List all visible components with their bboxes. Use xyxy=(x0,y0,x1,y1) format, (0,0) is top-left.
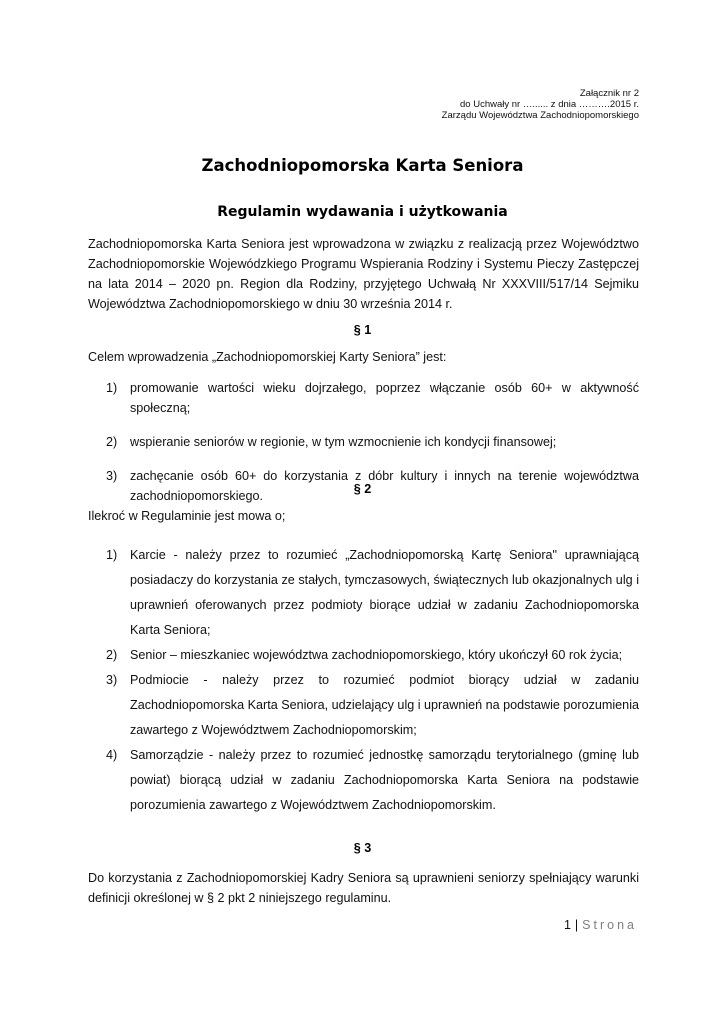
section-3-heading: § 3 xyxy=(353,841,372,855)
page-footer xyxy=(564,918,637,932)
list-item xyxy=(106,743,639,818)
list-item xyxy=(106,378,639,418)
list-item-text: wspieranie seniorów w regionie, w tym wzmocnienie ich kondycji finansowej; xyxy=(130,435,557,449)
section-1-list xyxy=(106,378,639,520)
list-item-text: zachęcanie osób 60+ do korzystania z dóbr kultury i innych na terenie województwa zachodniopomorskiego. xyxy=(130,469,639,503)
list-item-number: 1) xyxy=(106,381,118,395)
list-item xyxy=(106,432,639,452)
section-3-paragraph: Do korzystania z Zachodniopomorskiej Kadry Seniora są uprawnieni seniorzy spełniający warunki definicji określonej w § 2 pkt 2 niniejszego regulaminu. xyxy=(88,871,639,905)
list-item-number: 2) xyxy=(106,435,118,449)
list-item-text: promowanie wartości wieku dojrzałego, poprzez włączanie osób 60+ w aktywność społeczną; xyxy=(130,381,639,415)
list-item-number: 1) xyxy=(106,548,118,562)
list-item xyxy=(106,543,639,643)
list-item-text: Karcie - należy przez to rozumieć „Zachodniopomorską Kartę Seniora" uprawniającą posiadaczy do korzystania ze stałych, tymczasowych, świątecznych lub okazjonalnych ulg i uprawnień oferowanych przez podmioty biorące udział w zadaniu Zachodniopomorska Karta Seniora; xyxy=(130,548,639,637)
footer-separator: | xyxy=(574,918,579,932)
section-1-lead: Celem wprowadzenia „Zachodniopomorskiej Karty Seniora” jest: xyxy=(88,350,447,364)
section-2-lead: Ilekroć w Regulaminie jest mowa o; xyxy=(88,509,286,523)
section-2-list xyxy=(106,543,639,818)
list-item-number: 4) xyxy=(106,748,118,762)
list-item-text: Senior – mieszkaniec województwa zachodniopomorskiego, który ukończył 60 rok życia; xyxy=(130,648,623,662)
page-number: 1 xyxy=(563,918,571,932)
list-item-text: Samorządzie - należy przez to rozumieć jednostkę samorządu terytorialnego (gminę lub powiat) biorącą udział w zadaniu Zachodniopomorska Karta Seniora na podstawie porozumienia zawartego z Województwem Zachodniopomorskim. xyxy=(130,748,639,812)
page-label: Strona xyxy=(582,918,637,932)
list-item-number: 2) xyxy=(106,648,118,662)
list-item xyxy=(106,668,639,743)
list-item xyxy=(106,643,639,668)
section-2-heading: § 2 xyxy=(353,482,372,496)
document-subtitle: Regulamin wydawania i użytkowania xyxy=(217,204,508,220)
document-title: Zachodniopomorska Karta Seniora xyxy=(201,156,524,175)
list-item-text: Podmiocie - należy przez to rozumieć podmiot biorący udział w zadaniu Zachodniopomorska Karta Seniora, udzielający ulg i uprawnień na podstawie porozumienia zawartego z Województwem Zachodniopomorskim; xyxy=(130,673,639,737)
list-item-number: 3) xyxy=(106,469,118,483)
header-line-3: Zarządu Województwa Zachodniopomorskiego xyxy=(441,110,639,121)
section-1-heading: § 1 xyxy=(353,323,372,337)
attachment-header xyxy=(442,88,639,121)
list-item-number: 3) xyxy=(106,673,118,687)
header-line-2: do Uchwały nr …...... z dnia ……….2015 r. xyxy=(460,99,639,110)
header-line-1: Załącznik nr 2 xyxy=(579,88,639,99)
intro-paragraph: Zachodniopomorska Karta Seniora jest wprowadzona w związku z realizacją przez Województwo Zachodniopomorskie Wojewódzkiego Programu Wspierania Rodziny i Systemu Pieczy Zastępczej na lata 2014 – 2020 pn. Region dla Rodziny, przyjętego Uchwałą Nr XXXVIII/517/14 Sejmiku Województwa Zachodniopomorskiego w dniu 30 września 2014 r. xyxy=(88,237,639,311)
